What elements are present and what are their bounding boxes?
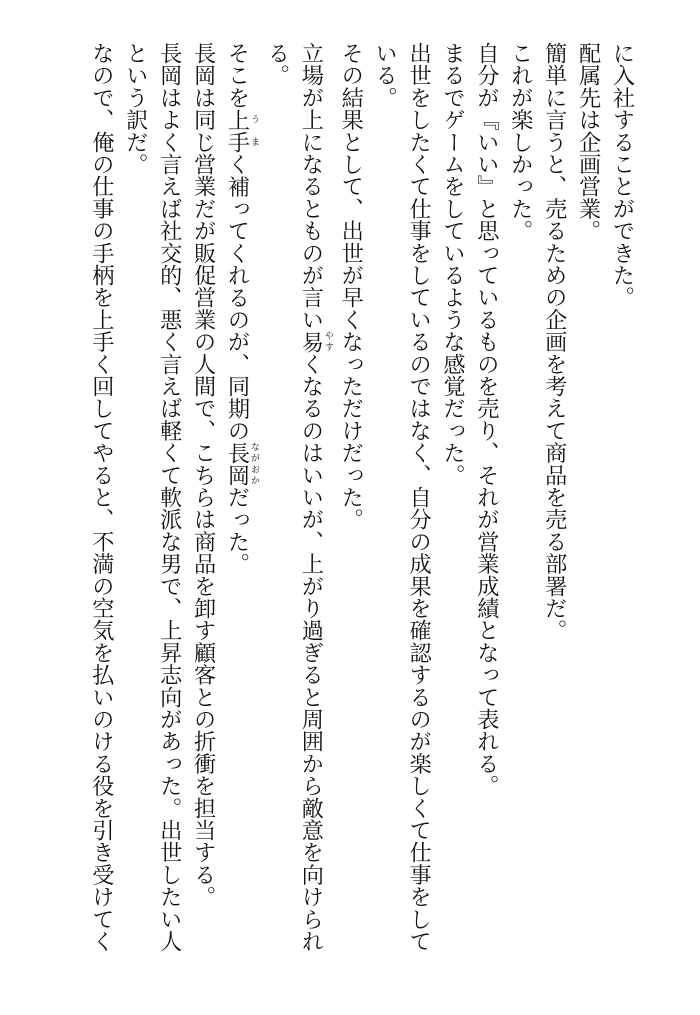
text-segment: という訳だ。 — [122, 42, 149, 176]
ruby-base: 上手 — [224, 108, 251, 154]
text-line — [151, 42, 185, 972]
text-line — [435, 42, 469, 972]
text-line — [367, 42, 401, 972]
text-segment: いる。 — [371, 42, 398, 109]
text-line — [219, 42, 259, 972]
text-segment: くなるのはいいが、上がり過ぎると周囲から敵意を向けられ — [297, 352, 324, 953]
text-segment: なので、俺の仕事の手柄を上手く回してやると、不満の空気を払いのける役を引き受けてく — [88, 42, 115, 953]
text-line — [570, 42, 604, 972]
text-segment: が言い — [297, 264, 324, 331]
text-segment: 簡単に言うと、売るための企画を考えて商品を売る部署だ。 — [541, 42, 568, 642]
text-segment: 長岡はよく言えば社交的、悪く言えば軽くて軟派な男で、上昇志向があった。出世したい人 — [156, 42, 183, 953]
ruby-reading: ながおか — [249, 441, 260, 487]
ruby-base: 長岡 — [224, 441, 251, 487]
text-segment: 立場が上になるともの — [297, 42, 324, 264]
ruby-reading: やす — [322, 330, 333, 353]
text-segment: その結果として、出世が早くなっただけだった。 — [337, 42, 364, 531]
text-line — [333, 42, 367, 972]
text-line — [468, 42, 502, 972]
text-line — [185, 42, 219, 972]
text-line — [84, 42, 118, 972]
text-segment: に入社することができた。 — [609, 42, 635, 309]
text-line — [604, 42, 638, 972]
text-segment: 長岡は同じ営業だが販促営業の人間で、こちらは商品を卸す顧客との折衝を担当する。 — [190, 42, 217, 908]
text-segment: まるでゲームをしているような感覚だった。 — [439, 42, 466, 486]
text-line — [502, 42, 536, 972]
text-segment: 自分が『いい』と思っているものを売り、それが営業成績となって表れる。 — [473, 42, 500, 797]
text-segment: 配属先は企画営業。 — [575, 42, 602, 242]
ruby-reading: うま — [249, 108, 260, 153]
text-segment: これが楽しかった。 — [507, 42, 534, 242]
text-segment: く補ってくれるのが、同期の — [224, 153, 251, 442]
vertical-text-body — [78, 42, 638, 972]
text-line — [259, 42, 293, 972]
text-segment: 出世をしたくて仕事をしているのではなく、自分の成果を確認するのが楽しくて仕事をして — [405, 42, 432, 953]
ruby-annotation — [297, 330, 333, 353]
ruby-base: 易 — [297, 330, 324, 353]
text-segment: だった。 — [224, 486, 251, 575]
text-line — [293, 42, 333, 972]
text-line — [536, 42, 570, 972]
text-segment: そこを — [224, 42, 251, 109]
ruby-annotation — [224, 108, 260, 154]
ruby-annotation — [224, 441, 260, 487]
text-line — [117, 42, 151, 972]
text-segment: る。 — [263, 42, 290, 87]
text-line — [401, 42, 435, 972]
